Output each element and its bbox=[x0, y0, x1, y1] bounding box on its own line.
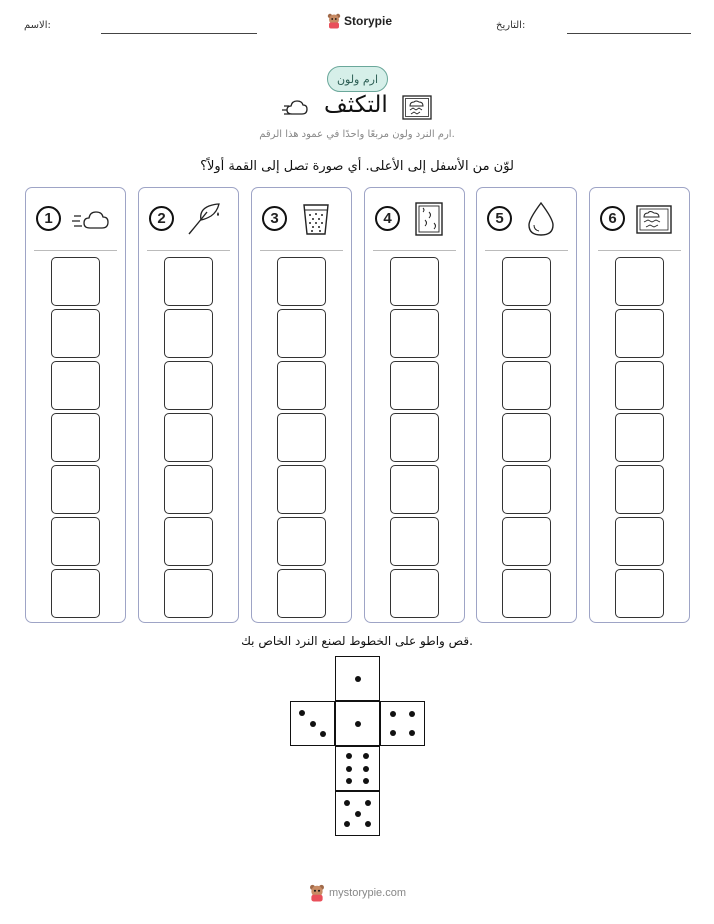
color-cell[interactable] bbox=[390, 257, 439, 306]
date-line bbox=[567, 33, 691, 34]
column-divider bbox=[598, 250, 681, 251]
dice-pip bbox=[346, 753, 352, 759]
color-cell[interactable] bbox=[502, 413, 551, 462]
color-cell[interactable] bbox=[51, 361, 100, 410]
color-cell[interactable] bbox=[615, 257, 664, 306]
column-4 bbox=[364, 187, 465, 623]
steam-cloud-icon bbox=[282, 98, 310, 118]
dice-face-6 bbox=[335, 746, 380, 791]
dice-face-1 bbox=[335, 701, 380, 746]
column-1 bbox=[25, 187, 126, 623]
color-cell[interactable] bbox=[277, 361, 326, 410]
steam-cloud-icon bbox=[70, 202, 110, 236]
column-number: 3 bbox=[262, 206, 287, 231]
instruction-subtitle: ارم النرد ولون مربعًا واحدًا في عمود هذا الرقم. bbox=[259, 129, 455, 140]
column-6 bbox=[589, 187, 690, 623]
column-number: 4 bbox=[375, 206, 400, 231]
dice-pip bbox=[390, 711, 396, 717]
color-cell[interactable] bbox=[502, 517, 551, 566]
column-number: 2 bbox=[149, 206, 174, 231]
color-cell[interactable] bbox=[390, 361, 439, 410]
color-cell[interactable] bbox=[615, 413, 664, 462]
dice-pip bbox=[320, 731, 326, 737]
column-divider bbox=[34, 250, 117, 251]
column-5 bbox=[476, 187, 577, 623]
dice-pip bbox=[344, 821, 350, 827]
color-cell[interactable] bbox=[164, 309, 213, 358]
foggy-window-icon bbox=[409, 202, 449, 236]
color-cell[interactable] bbox=[51, 465, 100, 514]
dice-pip bbox=[363, 778, 369, 784]
color-cell[interactable] bbox=[51, 309, 100, 358]
dice-pip bbox=[299, 710, 305, 716]
column-2 bbox=[138, 187, 239, 623]
column-divider bbox=[147, 250, 230, 251]
name-line bbox=[101, 33, 257, 34]
color-cell[interactable] bbox=[390, 517, 439, 566]
name-label: الاسم: bbox=[24, 20, 51, 31]
color-cell[interactable] bbox=[164, 361, 213, 410]
cloud-rain-icon bbox=[402, 95, 432, 120]
color-cell[interactable] bbox=[164, 413, 213, 462]
dice-face-1 bbox=[335, 656, 380, 701]
color-cell[interactable] bbox=[502, 309, 551, 358]
color-cell[interactable] bbox=[615, 517, 664, 566]
color-cell[interactable] bbox=[277, 309, 326, 358]
dice-pip bbox=[346, 778, 352, 784]
color-cell[interactable] bbox=[502, 361, 551, 410]
color-cell[interactable] bbox=[502, 569, 551, 618]
color-cell[interactable] bbox=[615, 309, 664, 358]
column-number: 1 bbox=[36, 206, 61, 231]
footer bbox=[309, 884, 406, 902]
color-cell[interactable] bbox=[502, 465, 551, 514]
bear-mascot-icon bbox=[309, 884, 325, 902]
color-cell[interactable] bbox=[164, 465, 213, 514]
color-cell[interactable] bbox=[51, 569, 100, 618]
dice-pip bbox=[365, 800, 371, 806]
dice-pip bbox=[346, 766, 352, 772]
logo-text: Storypie bbox=[344, 14, 393, 28]
activity-pill: ارم ولون bbox=[327, 66, 388, 92]
color-cell[interactable] bbox=[164, 257, 213, 306]
dice-pip bbox=[365, 821, 371, 827]
leaf-dew-icon bbox=[183, 202, 223, 236]
dice-pip bbox=[344, 800, 350, 806]
dice-face-3 bbox=[290, 701, 335, 746]
color-cell[interactable] bbox=[390, 465, 439, 514]
dice-face-5 bbox=[335, 791, 380, 836]
column-3 bbox=[251, 187, 352, 623]
color-cell[interactable] bbox=[502, 257, 551, 306]
color-cell[interactable] bbox=[277, 517, 326, 566]
dice-pip bbox=[310, 721, 316, 727]
footer-url[interactable]: mystorypie.com bbox=[329, 887, 407, 899]
page-title: التكثف bbox=[324, 92, 388, 118]
water-drop-icon bbox=[521, 202, 561, 236]
date-label: التاريخ: bbox=[496, 20, 526, 31]
column-divider bbox=[260, 250, 343, 251]
instruction-question: لوّن من الأسفل إلى الأعلى. أي صورة تصل إلى القمة أولاً؟ bbox=[200, 159, 514, 174]
color-cell[interactable] bbox=[277, 413, 326, 462]
color-cell[interactable] bbox=[164, 517, 213, 566]
dice-pip bbox=[390, 730, 396, 736]
color-cell[interactable] bbox=[390, 309, 439, 358]
storypie-logo bbox=[327, 13, 392, 29]
color-cell[interactable] bbox=[277, 569, 326, 618]
color-cell[interactable] bbox=[51, 257, 100, 306]
dice-pip bbox=[355, 676, 361, 682]
bear-mascot-icon bbox=[327, 13, 341, 29]
column-divider bbox=[373, 250, 456, 251]
color-cell[interactable] bbox=[390, 413, 439, 462]
color-cell[interactable] bbox=[615, 465, 664, 514]
color-cell[interactable] bbox=[615, 569, 664, 618]
dice-pip bbox=[355, 811, 361, 817]
color-cell[interactable] bbox=[615, 361, 664, 410]
color-cell[interactable] bbox=[390, 569, 439, 618]
column-number: 5 bbox=[487, 206, 512, 231]
dice-pip bbox=[409, 730, 415, 736]
cold-glass-icon bbox=[296, 202, 336, 236]
color-cell[interactable] bbox=[51, 517, 100, 566]
dice-pip bbox=[409, 711, 415, 717]
dice-pip bbox=[363, 766, 369, 772]
dice-pip bbox=[363, 753, 369, 759]
color-cell[interactable] bbox=[51, 413, 100, 462]
column-divider bbox=[485, 250, 568, 251]
color-cell[interactable] bbox=[164, 569, 213, 618]
cloud-rain-icon bbox=[634, 202, 674, 236]
dice-instruction: قص واطو على الخطوط لصنع النرد الخاص بك. bbox=[241, 634, 473, 648]
dice-pip bbox=[355, 721, 361, 727]
color-cell[interactable] bbox=[277, 465, 326, 514]
title-row bbox=[0, 92, 714, 126]
column-number: 6 bbox=[600, 206, 625, 231]
color-cell[interactable] bbox=[277, 257, 326, 306]
dice-face-4 bbox=[380, 701, 425, 746]
